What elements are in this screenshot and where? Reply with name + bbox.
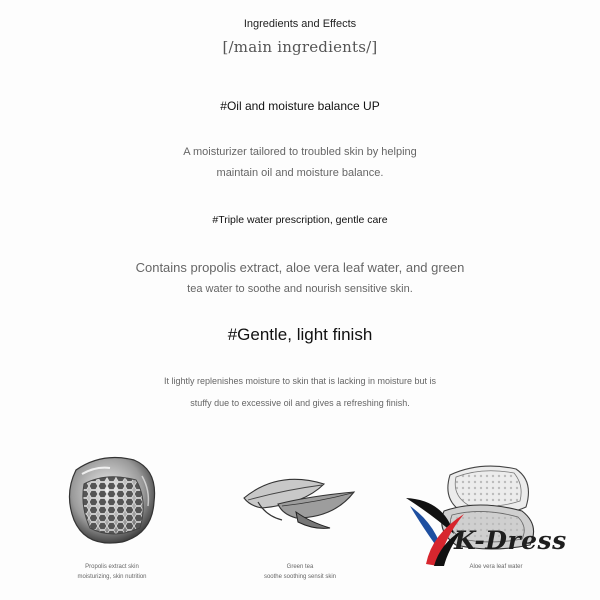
ingredient-effect: moisturizing, skin nutrition [77,574,147,580]
ingredient-effect: soothe soothing sensit skin [263,574,337,580]
ingredient-name: Green tea [286,564,314,570]
section-text-line: tea water to soothe and nourish sensitive skin. [187,283,413,295]
section-text-line: stuffy due to excessive oil and gives a refreshing finish. [190,398,410,408]
ingredient-name: Propolis extract skin [85,564,139,570]
tea-leaf-icon [238,462,362,532]
section-text-line: Contains propolis extract, aloe vera leaf water, and green [135,260,465,275]
page-subtitle: [/main ingredients/] [222,38,378,56]
section-text-line: A moisturizer tailored to troubled skin by helping [183,146,417,158]
section-heading-triple-water: #Triple water prescription, gentle care [212,214,388,226]
honeycomb-icon [62,450,162,550]
section-text-line: It lightly replenishes moisture to skin that is lacking in moisture but is [163,376,437,386]
section-text-line: maintain oil and moisture balance. [216,167,384,179]
section-heading-gentle-finish: #Gentle, light finish [227,325,373,344]
ingredient-name: Aloe vera leaf water [469,564,523,570]
page-title: Ingredients and Effects [243,18,357,30]
brand-watermark [404,488,594,568]
section-heading-oil-moisture: #Oil and moisture balance UP [220,99,380,113]
brand-name: K-Dress [454,526,567,555]
